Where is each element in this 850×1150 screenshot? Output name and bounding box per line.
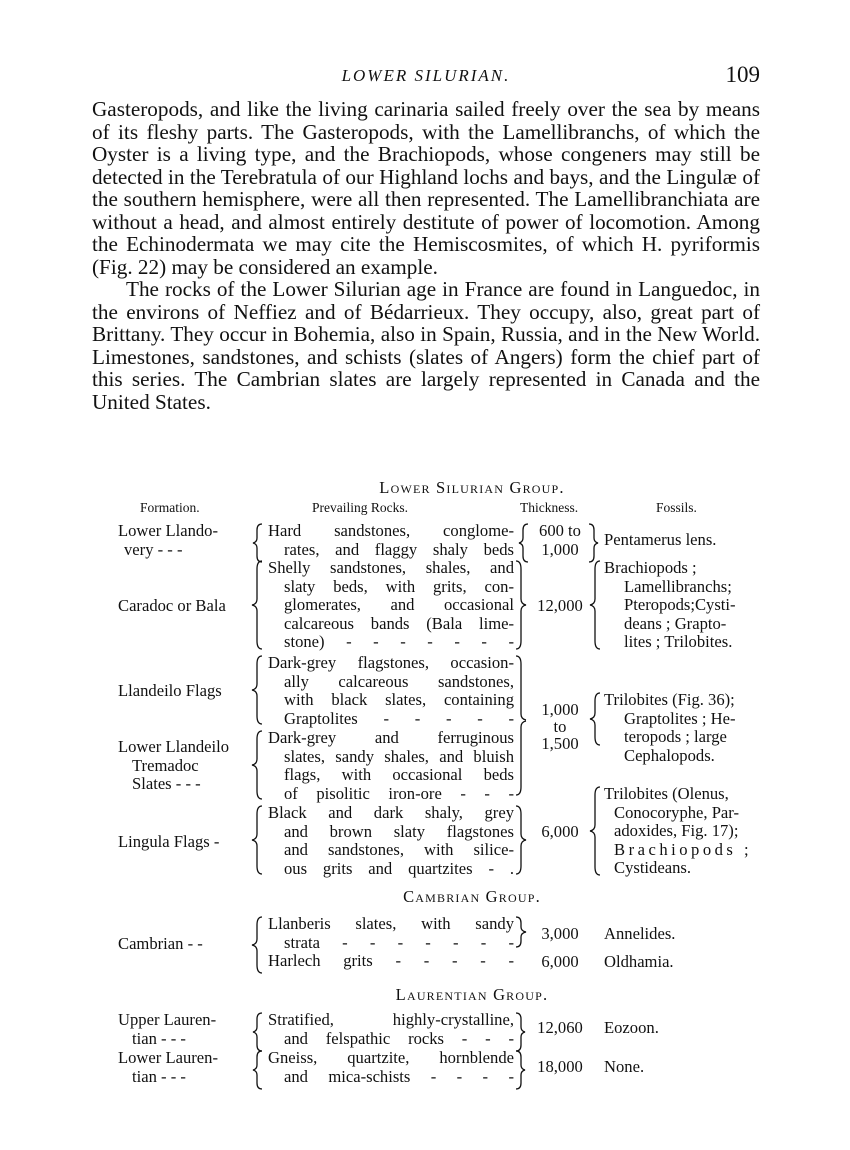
fossils-cell: Trilobites (Fig. 36); Graptolites ; He- teropods ; large Cephalopods. bbox=[604, 690, 736, 765]
brace bbox=[516, 806, 526, 874]
fossils-cell: None. bbox=[604, 1057, 645, 1076]
thickness-cell: 6,000 bbox=[541, 822, 579, 841]
brace bbox=[252, 917, 262, 973]
brace bbox=[253, 524, 262, 562]
brace bbox=[252, 731, 262, 799]
rocks-cell: Stratified, highly-crystalline, and felspathic rocks - - - bbox=[268, 1010, 514, 1048]
brace bbox=[590, 693, 600, 745]
formation-cell: Lower Llando- very - - - bbox=[118, 521, 218, 559]
brace bbox=[516, 561, 526, 649]
brace bbox=[253, 1013, 262, 1051]
paragraph-2: The rocks of the Lower Silurian age in France are found in Languedoc, in the environs of Neffiez and of Bédarrieux. They occupy, also, great part of Brittany. They occur in Bohemia, also in Spain, Russia, and in the New World. Limestones, sandstones, and schists (slates of Angers) form the chief part of this series. The Cambrian slates are largely represented in Canada and the United States. bbox=[92, 277, 760, 414]
thickness-cell: 600 to 1,000 bbox=[539, 521, 581, 559]
formation-cell: Lingula Flags - bbox=[118, 832, 220, 851]
rocks-cell: Shelly sandstones, shales, and slaty beds, with grits, con- glomerates, and occasional calcareous bands (Bala lime- stone) - - - - - - - bbox=[268, 558, 514, 652]
fossils-cell: Trilobites (Olenus, Conocoryphe, Par- adoxides, Fig. 17); Brachiopods ; Cystideans. bbox=[604, 784, 753, 878]
rocks-cell: Dark-grey and ferruginous slates, sandy shales, and bluish flags, with occasional beds of pisolitic iron-ore - - - bbox=[268, 728, 514, 803]
formation-cell: Llandeilo Flags bbox=[118, 681, 222, 700]
thickness-cell: 1,000 to 1,500 bbox=[541, 700, 579, 753]
rocks-cell: Hard sandstones, conglome- rates, and flaggy shaly beds bbox=[268, 521, 514, 559]
fossils-cell: Pentamerus lens. bbox=[604, 530, 717, 549]
formation-cell: Upper Lauren- tian - - - bbox=[118, 1010, 217, 1048]
thickness-cell: 12,000 bbox=[537, 596, 583, 615]
running-title: LOWER SILURIAN. bbox=[341, 66, 511, 85]
fossils-cell: Eozoon. bbox=[604, 1018, 659, 1037]
brace bbox=[252, 806, 262, 874]
page-number: 109 bbox=[725, 62, 760, 87]
col-fossils-heading: Fossils. bbox=[656, 500, 697, 515]
lower-silurian-group-title: Lower Silurian Group. bbox=[379, 478, 565, 497]
paragraph-1: Gasteropods, and like the living carinaria sailed freely over the sea by means of its fleshy parts. The Gasteropods, with the Lamellibranchs, of which the Oyster is a living type, and the Brachiopods, whose congeners may still be detected in the Terebratula of our Highland lochs and bays, and the Lingulæ of the southern hemisphere, were all then represented. The Lamellibranchiata are without a head, and almost entirely destitute of power of locomotion. Among the Echinodermata we may cite the Hemiscosmites, of which H. pyriformis (Fig. 22) may be considered an example. bbox=[92, 97, 760, 279]
rocks-cell: Llanberis slates, with sandy strata - - - - - - - Harlech grits - - - - - bbox=[268, 914, 514, 971]
formation-cell: Cambrian - - bbox=[118, 934, 203, 953]
rocks-cell: Dark-grey flagstones, occasion- ally calcareous sandstones, with black slates, containing Graptolites - - - - - bbox=[268, 653, 514, 728]
cambrian-group-title: Cambrian Group. bbox=[403, 887, 541, 906]
fossils-cell: Annelides. Oldhamia. bbox=[604, 924, 676, 971]
rocks-cell: Gneiss, quartzite, hornblende and mica-schists - - - - bbox=[268, 1048, 514, 1086]
col-thickness-heading: Thickness. bbox=[520, 500, 579, 515]
brace bbox=[516, 656, 526, 720]
brace bbox=[252, 656, 262, 724]
brace bbox=[590, 787, 600, 875]
brace bbox=[516, 917, 526, 947]
col-rocks-heading: Prevailing Rocks. bbox=[312, 500, 408, 515]
brace bbox=[519, 524, 528, 562]
laurentian-group-title: Laurentian Group. bbox=[395, 985, 549, 1004]
formation-cell: Lower Lauren- tian - - - bbox=[118, 1048, 218, 1086]
col-formation-heading: Formation. bbox=[140, 500, 200, 515]
formation-cell: Lower Llandeilo Tremadoc Slates - - - bbox=[118, 737, 230, 794]
brace bbox=[253, 1051, 262, 1089]
brace bbox=[516, 1051, 525, 1089]
rocks-cell: Black and dark shaly, grey and brown slaty flagstones and sandstones, with silice- ous grits and quartzites - . bbox=[268, 803, 514, 878]
brace bbox=[589, 524, 598, 562]
brace bbox=[590, 561, 600, 649]
formation-cell: Caradoc or Bala bbox=[118, 596, 226, 615]
thickness-cell: 3,000 6,000 bbox=[541, 924, 579, 971]
thickness-cell: 12,060 bbox=[537, 1018, 583, 1037]
thickness-cell: 18,000 bbox=[537, 1057, 583, 1076]
brace bbox=[252, 561, 262, 649]
brace bbox=[516, 1013, 525, 1051]
brace bbox=[516, 721, 526, 795]
fossils-cell: Brachiopods ; Lamellibranchs; Pteropods;Cysti- deans ; Grapto- lites ; Trilobites. bbox=[604, 558, 736, 652]
